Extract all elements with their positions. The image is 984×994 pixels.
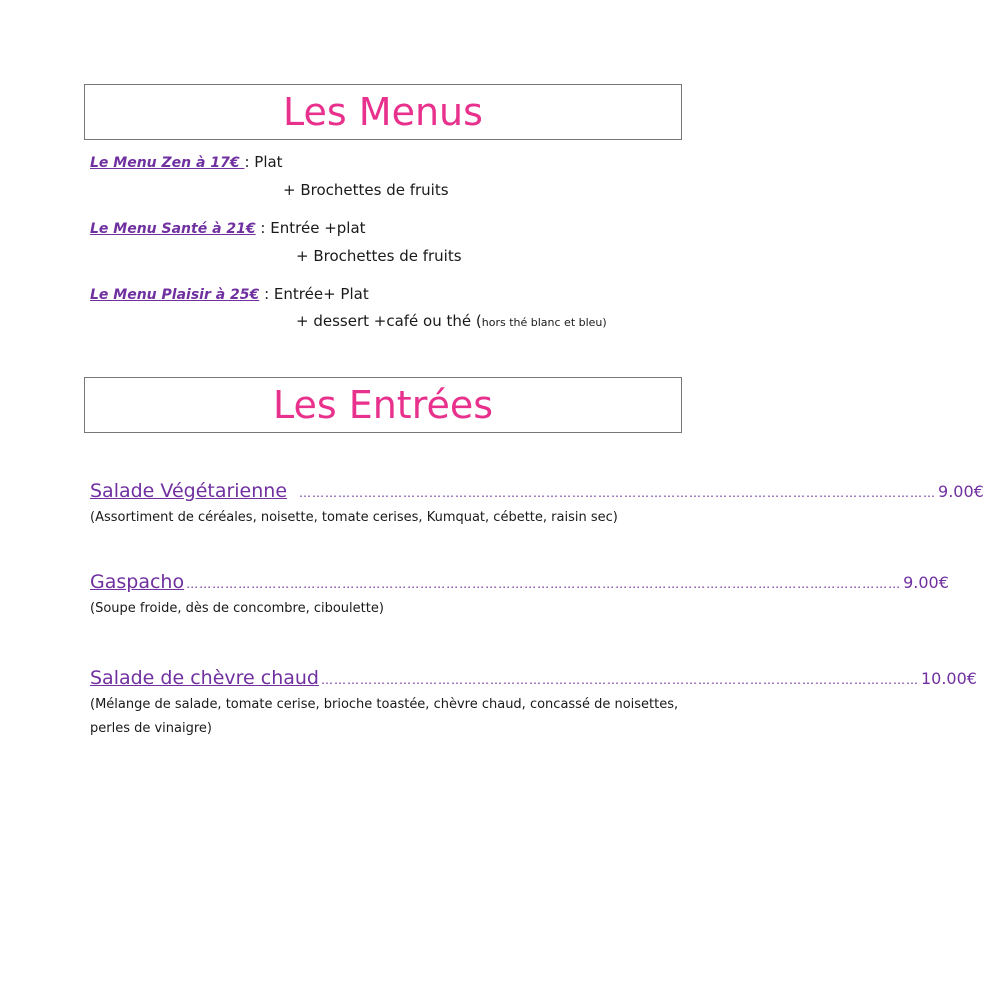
menu-name: Le Menu Zen à 17€ — [90, 155, 245, 171]
dish-description: (Mélange de salade, tomate cerise, brioche toastée, chèvre chaud, concassé de noisettes, perles de vinaigre) — [90, 697, 679, 736]
dish-price: 10.00€ — [920, 669, 977, 688]
menu-line1: Entrée+ Plat — [273, 285, 369, 303]
dish-leader-dots: ………………………………………………………………………………………………………………………… — [320, 673, 919, 687]
dish-row — [90, 480, 984, 502]
menu-item-sante — [90, 219, 366, 237]
menu-line1: Entrée +plat — [270, 219, 366, 237]
dish-description: (Assortiment de céréales, noisette, tomate cerises, Kumquat, cébette, raisin sec) — [90, 510, 618, 525]
entrees-title: Les Entrées — [272, 383, 494, 427]
entrees-title-box — [84, 377, 682, 433]
dish-leader-dots: ………………………………………………………………………………………………………………………………………………… — [186, 577, 902, 591]
dish-name: Salade Végétarienne — [90, 480, 288, 502]
menu-plaisir-line2-note: hors thé blanc et bleu) — [481, 316, 607, 329]
dish-price: 9.00€ — [938, 482, 984, 501]
menu-name: Le Menu Santé à 21€ — [90, 221, 256, 237]
menu-plaisir-line2 — [296, 312, 607, 330]
menu-separator: : — [264, 285, 270, 303]
menu-item-zen — [90, 153, 283, 171]
dish-description: (Soupe froide, dès de concombre, ciboulette) — [90, 601, 384, 616]
menus-title-box — [84, 84, 682, 140]
dish-price: 9.00€ — [903, 573, 949, 592]
menu-item-plaisir — [90, 285, 369, 303]
menu-line1: Plat — [254, 153, 283, 171]
menu-name: Le Menu Plaisir à 25€ — [90, 287, 260, 303]
menus-title: Les Menus — [283, 90, 483, 134]
menu-zen-line2: + Brochettes de fruits — [283, 181, 449, 199]
menu-sante-line2: + Brochettes de fruits — [296, 247, 462, 265]
dish-row — [90, 571, 949, 593]
menu-separator: : — [244, 153, 250, 171]
dish-row — [90, 667, 977, 689]
dish-leader-dots: ………………………………………………………………………………………………………………………………… — [299, 486, 937, 500]
dish-name: Gaspacho — [90, 571, 185, 593]
menu-separator: : — [260, 219, 266, 237]
menu-plaisir-line2-main: + dessert +café ou thé ( — [296, 312, 482, 330]
dish-name: Salade de chèvre chaud — [90, 667, 319, 689]
